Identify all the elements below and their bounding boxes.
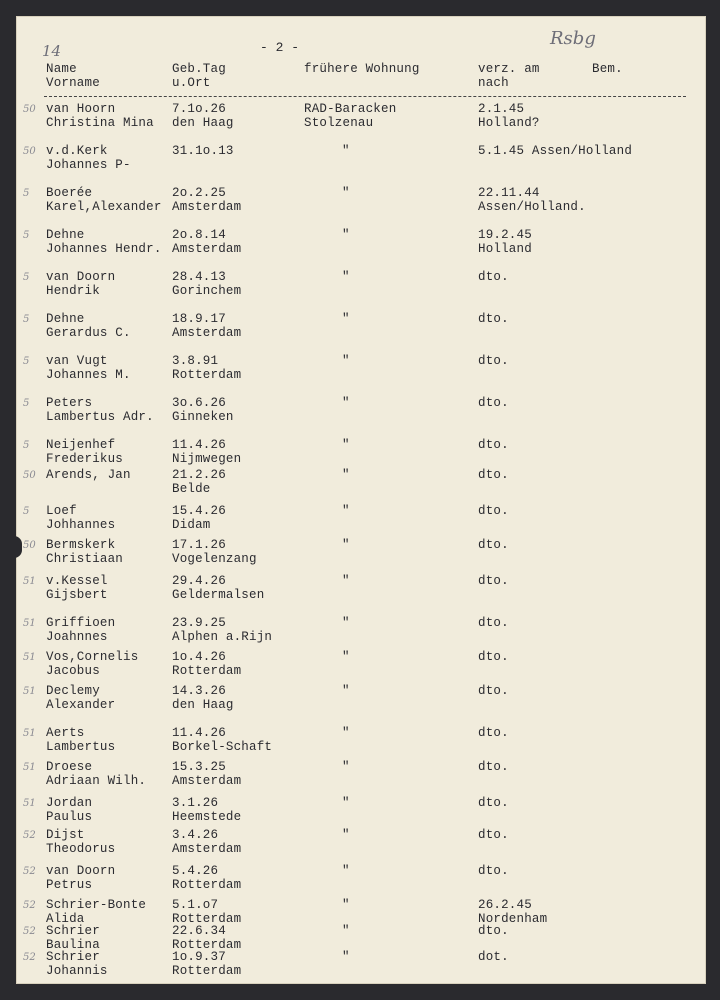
punch-hole [16,536,22,558]
row-verz: dto. [478,760,509,774]
row-date: 28.4.13 [172,270,226,284]
row-margin-mark: 51 [23,652,36,663]
row-verz: dto. [478,538,509,552]
row-nach: Nordenham [478,912,548,926]
row-margin-mark: 5 [23,440,30,451]
row-date: 23.9.25 [172,616,226,630]
row-date: 1o.9.37 [172,950,226,964]
row-margin-mark: 51 [23,618,36,629]
row-place: Amsterdam [172,774,242,788]
row-name: Declemy [46,684,100,698]
row-vorname: Frederikus [46,452,124,466]
row-date: 11.4.26 [172,438,226,452]
row-place: Geldermalsen [172,588,265,602]
row-wohnung: " [342,574,350,588]
row-place: Amsterdam [172,242,242,256]
row-wohnung: " [342,504,350,518]
row-name: Loef [46,504,77,518]
row-name: Neijenhef [46,438,116,452]
row-vorname: Johannes P- [46,158,131,172]
row-vorname: Lambertus [46,740,116,754]
header-nach: nach [478,76,509,90]
row-place: Amsterdam [172,200,242,214]
row-margin-mark: 50 [23,470,36,481]
row-date: 15.4.26 [172,504,226,518]
header-wohnung: frühere Wohnung [304,62,420,76]
row-margin-mark: 51 [23,576,36,587]
row-verz: dto. [478,396,509,410]
row-wohnung-ort: Stolzenau [304,116,374,130]
row-margin-mark: 51 [23,762,36,773]
row-wohnung: " [342,950,350,964]
row-wohnung: " [342,650,350,664]
row-wohnung: " [342,186,350,200]
row-wohnung: " [342,270,350,284]
row-wohnung: " [342,828,350,842]
row-place: Alphen a.Rijn [172,630,273,644]
row-verz: dto. [478,924,509,938]
row-date: 18.9.17 [172,312,226,326]
header-divider [44,96,686,97]
row-place: Gorinchem [172,284,242,298]
row-wohnung: " [342,760,350,774]
row-margin-mark: 52 [23,952,36,963]
row-name: van Vugt [46,354,108,368]
row-name: Vos,Cornelis [46,650,139,664]
row-name: v.d.Kerk [46,144,108,158]
row-place: Didam [172,518,211,532]
row-margin-mark: 52 [23,830,36,841]
row-name: van Hoorn [46,102,116,116]
row-wohnung: " [342,924,350,938]
row-date: 11.4.26 [172,726,226,740]
row-date: 7.1o.26 [172,102,226,116]
row-vorname: Alexander [46,698,116,712]
row-vorname: Theodorus [46,842,116,856]
row-vorname: Christiaan [46,552,124,566]
row-verz: dto. [478,354,509,368]
row-verz: dto. [478,726,509,740]
row-name: Aerts [46,726,85,740]
row-name: Arends, Jan [46,468,131,482]
row-margin-mark: 5 [23,230,30,241]
row-vorname: Hendrik [46,284,100,298]
row-vorname: Johannes Hendr. [46,242,162,256]
row-date: 1o.4.26 [172,650,226,664]
row-margin-mark: 52 [23,866,36,877]
row-vorname: Christina Mina [46,116,154,130]
row-name: Dehne [46,312,85,326]
row-wohnung: " [342,312,350,326]
row-margin-mark: 5 [23,188,30,199]
row-date: 5.4.26 [172,864,219,878]
row-margin-mark: 50 [23,146,36,157]
row-wohnung: " [342,468,350,482]
row-vorname: Karel,Alexander [46,200,162,214]
row-verz: dto. [478,650,509,664]
row-vorname: Baulina [46,938,100,952]
row-margin-mark: 51 [23,686,36,697]
row-verz: 19.2.45 [478,228,532,242]
row-wohnung: RAD-Baracken [304,102,397,116]
row-name: Griffioen [46,616,116,630]
row-margin-mark: 51 [23,798,36,809]
row-wohnung: " [342,684,350,698]
row-place: Amsterdam [172,326,242,340]
row-date: 3.8.91 [172,354,219,368]
row-vorname: Lambertus Adr. [46,410,154,424]
row-vorname: Adriaan Wilh. [46,774,147,788]
row-verz: 26.2.45 [478,898,532,912]
row-place: Rotterdam [172,664,242,678]
row-place: Vogelenzang [172,552,257,566]
row-place: Amsterdam [172,842,242,856]
row-date: 14.3.26 [172,684,226,698]
row-name: Bermskerk [46,538,116,552]
row-verz: dot. [478,950,509,964]
row-margin-mark: 5 [23,272,30,283]
page-number: - 2 - [260,40,300,55]
row-name: Dehne [46,228,85,242]
row-vorname: Alida [46,912,85,926]
row-name: Dijst [46,828,85,842]
row-place: Borkel-Schaft [172,740,273,754]
row-margin-mark: 50 [23,540,36,551]
row-verz: dto. [478,864,509,878]
row-date: 31.1o.13 [172,144,234,158]
row-verz: dto. [478,312,509,326]
row-margin-mark: 51 [23,728,36,739]
row-wohnung: " [342,864,350,878]
row-verz: 22.11.44 [478,186,540,200]
row-margin-mark: 52 [23,926,36,937]
header-geb-ort: u.Ort [172,76,211,90]
row-verz: 2.1.45 [478,102,525,116]
header-name: Name [46,62,77,76]
row-verz: dto. [478,828,509,842]
row-vorname: Gerardus C. [46,326,131,340]
row-vorname: Johannis [46,964,108,978]
row-name: van Doorn [46,270,116,284]
row-name: Boerée [46,186,93,200]
row-place: Nijmwegen [172,452,242,466]
row-verz: 5.1.45 Assen/Holland [478,144,633,158]
row-vorname: Johannes M. [46,368,131,382]
row-vorname: Paulus [46,810,93,824]
header-vorname: Vorname [46,76,100,90]
row-wohnung: " [342,796,350,810]
row-wohnung: " [342,144,350,158]
row-verz: dto. [478,796,509,810]
row-wohnung: " [342,396,350,410]
row-date: 5.1.o7 [172,898,219,912]
row-name: van Doorn [46,864,116,878]
row-verz: dto. [478,270,509,284]
row-name: Schrier [46,950,100,964]
row-wohnung: " [342,438,350,452]
row-verz: dto. [478,468,509,482]
row-date: 17.1.26 [172,538,226,552]
row-name: Droese [46,760,93,774]
row-margin-mark: 5 [23,356,30,367]
row-verz: dto. [478,684,509,698]
header-verz: verz. am [478,62,540,76]
row-place: den Haag [172,116,234,130]
row-vorname: Johhannes [46,518,116,532]
row-verz: dto. [478,504,509,518]
row-margin-mark: 5 [23,398,30,409]
row-name: Peters [46,396,93,410]
row-name: Jordan [46,796,93,810]
row-date: 3o.6.26 [172,396,226,410]
document-page [16,16,706,984]
handwritten-note-top-left: 14 [42,42,62,60]
header-bem: Bem. [592,62,623,76]
row-verz: dto. [478,574,509,588]
row-place: Ginneken [172,410,234,424]
row-date: 15.3.25 [172,760,226,774]
row-date: 22.6.34 [172,924,226,938]
row-place: Rotterdam [172,368,242,382]
row-wohnung: " [342,354,350,368]
row-place: Heemstede [172,810,242,824]
row-name: Schrier [46,924,100,938]
row-margin-mark: 5 [23,314,30,325]
handwritten-note-top-right: Rsbg [550,28,596,49]
row-date: 21.2.26 [172,468,226,482]
row-place: Rotterdam [172,878,242,892]
row-place: den Haag [172,698,234,712]
row-margin-mark: 5 [23,506,30,517]
row-date: 2o.2.25 [172,186,226,200]
row-wohnung: " [342,228,350,242]
row-nach: Assen/Holland. [478,200,586,214]
row-wohnung: " [342,726,350,740]
row-place: Belde [172,482,211,496]
row-place: Rotterdam [172,912,242,926]
row-nach: Holland? [478,116,540,130]
row-verz: dto. [478,438,509,452]
row-vorname: Gijsbert [46,588,108,602]
row-nach: Holland [478,242,532,256]
row-date: 3.4.26 [172,828,219,842]
row-vorname: Joahnnes [46,630,108,644]
row-name: Schrier-Bonte [46,898,147,912]
row-wohnung: " [342,898,350,912]
row-verz: dto. [478,616,509,630]
row-margin-mark: 50 [23,104,36,115]
row-date: 3.1.26 [172,796,219,810]
row-place: Rotterdam [172,938,242,952]
header-geb-tag: Geb.Tag [172,62,226,76]
row-date: 2o.8.14 [172,228,226,242]
row-vorname: Jacobus [46,664,100,678]
row-vorname: Petrus [46,878,93,892]
row-name: v.Kessel [46,574,108,588]
row-margin-mark: 52 [23,900,36,911]
row-wohnung: " [342,538,350,552]
row-wohnung: " [342,616,350,630]
row-date: 29.4.26 [172,574,226,588]
row-place: Rotterdam [172,964,242,978]
